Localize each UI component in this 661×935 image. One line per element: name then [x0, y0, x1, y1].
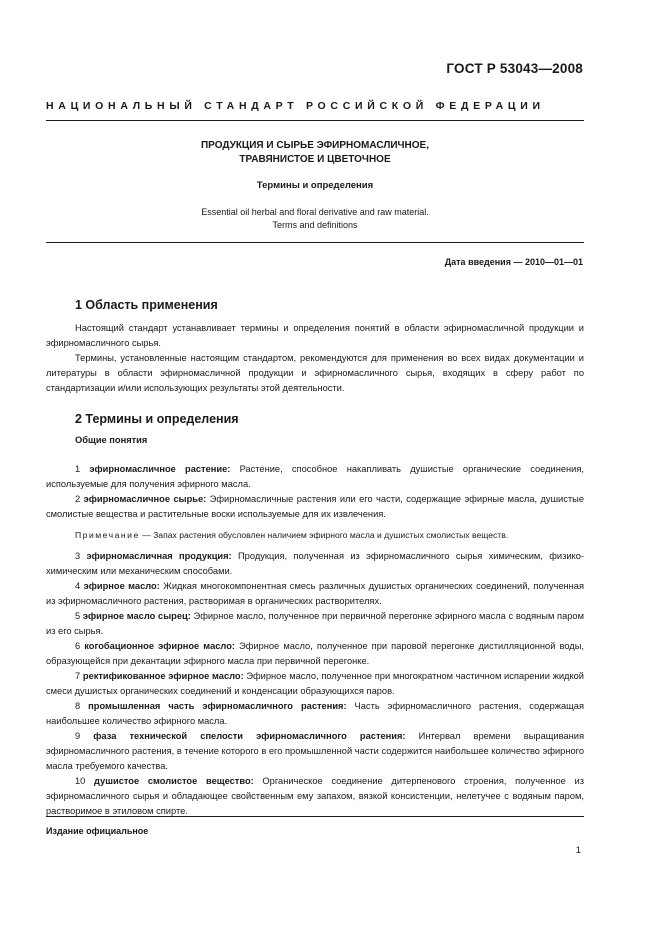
- term-entry: [46, 549, 584, 579]
- english-title: [46, 206, 584, 232]
- term-entry: [46, 579, 584, 609]
- term-number: 2: [75, 494, 81, 504]
- note-label: Примечание: [75, 530, 140, 540]
- term-name: эфирномасличное сырье:: [83, 494, 207, 504]
- term-entry: [46, 492, 584, 522]
- section-1-paragraph-1: Настоящий стандарт устанавливает термины и определения понятий в области эфирномасличной продукции и эфирномасличного сырья.: [46, 323, 584, 348]
- term-name: эфирное масло:: [83, 581, 160, 591]
- term-entry: [46, 462, 584, 492]
- term-number: 4: [75, 581, 81, 591]
- term-name: когобационное эфирное масло:: [84, 641, 235, 651]
- term-name: эфирномасличная продукция:: [86, 551, 232, 561]
- introduction-date: Дата введения — 2010—01—01: [444, 257, 583, 267]
- term-entry: [46, 609, 584, 639]
- document-code: ГОСТ Р 53043—2008: [446, 61, 583, 76]
- document-title-line-2: ТРАВЯНИСТОЕ И ЦВЕТОЧНОЕ: [239, 154, 391, 165]
- page-number: 1: [575, 845, 581, 856]
- term-name: эфирномасличное растение:: [89, 464, 231, 474]
- term-definition: Продукция, полученная из эфирномасличного сырья химическим, физико-химическим или механическим способами.: [46, 551, 584, 576]
- term-entry: [46, 669, 584, 699]
- term-definition: Эфирное масло, полученное при паровой перегонке дистилляционной воды, образующейся при декантации эфирного масла при первичной перегонке.: [46, 641, 584, 666]
- term-definition: Жидкая многокомпонентная смесь различных душистых органических соединений, полученная из эфирномасличного растения, растворимая в органических растворителях.: [46, 581, 584, 606]
- term-number: 6: [75, 641, 81, 651]
- term-number: 5: [75, 611, 81, 621]
- term-definition: Растение, способное накапливать душистые органические соединения, используемые для получения эфирного масла.: [46, 464, 584, 489]
- term-number: 7: [75, 671, 81, 681]
- term-name: ректификованное эфирное масло:: [82, 671, 244, 681]
- term-name: душистое смолистое вещество:: [94, 776, 254, 786]
- term-entry: [46, 729, 584, 774]
- official-edition-label: Издание официальное: [46, 826, 149, 836]
- term-number: 8: [75, 701, 81, 711]
- term-number: 1: [75, 464, 81, 474]
- note-text: — Запах растения обусловлен наличием эфирного масла и душистых смолистых веществ.: [139, 530, 509, 540]
- section-1-body: [46, 321, 584, 396]
- term-entry: [46, 774, 584, 819]
- term-number: 3: [75, 551, 81, 561]
- term-number: 10: [75, 776, 86, 786]
- terms-list: [46, 462, 584, 819]
- term-name: промышленная часть эфирномасличного растения:: [88, 701, 347, 711]
- term-name: фаза технической спелости эфирномасличного растения:: [93, 731, 406, 741]
- title-divider: [46, 242, 584, 243]
- term-definition: Часть эфирномасличного растения, содержащая наибольшее количество эфирного масла.: [46, 701, 584, 726]
- footer-divider: [46, 816, 584, 817]
- english-title-line-2: Terms and definitions: [272, 220, 358, 230]
- section-2-heading: 2 Термины и определения: [75, 412, 239, 426]
- general-concepts-subheading: Общие понятия: [75, 435, 148, 445]
- note: [46, 528, 584, 543]
- document-title-line-1: ПРОДУКЦИЯ И СЫРЬЕ ЭФИРНОМАСЛИЧНОЕ,: [200, 140, 429, 151]
- section-1-paragraph-2: Термины, установленные настоящим стандартом, рекомендуются для применения во всех видах документации и литературы в области эфирномасличной продукции и эфирномасличного сырья, входящих в сферу работ по стандартизации и/или использующих результаты этой деятельности.: [46, 353, 584, 393]
- term-definition: Эфирное масло, полученное при многократном частичном испарении жидкой смеси душистых органических соединений и конденсации образующихся паров.: [46, 671, 584, 696]
- term-name: эфирное масло сырец:: [82, 611, 191, 621]
- document-title: [46, 139, 584, 167]
- term-entry: [46, 639, 584, 669]
- standard-title: НАЦИОНАЛЬНЫЙ СТАНДАРТ РОССИЙСКОЙ ФЕДЕРАЦИИ: [46, 100, 545, 112]
- section-1-heading: 1 Область применения: [75, 298, 218, 312]
- term-definition: Органическое соединение дитерпенового строения, полученное из эфирномасличного сырья и обладающее свойственным ему запахом, вязкой консистенции, нелетучее с водяным паром, растворимое в этиловом спирте.: [46, 776, 584, 816]
- term-entry: [46, 699, 584, 729]
- term-definition: Эфирное масло, полученное при первичной перегонке эфирного масла с водяным паром из его сырья.: [46, 611, 584, 636]
- term-definition: Эфирномасличные растения или его части, содержащие эфирные масла, душистые смолистые вещества и растительные воски используемые для их извлечения.: [46, 494, 584, 519]
- term-number: 9: [75, 731, 81, 741]
- english-title-line-1: Essential oil herbal and floral derivative and raw material.: [201, 207, 429, 217]
- top-divider: [46, 120, 584, 121]
- document-subtitle: Термины и определения: [256, 180, 374, 191]
- term-definition: Интервал времени выращивания эфирномасличного растения, в течение которого в его промышленной части содержится наибольшее количество эфирного масла требуемого качества.: [46, 731, 584, 771]
